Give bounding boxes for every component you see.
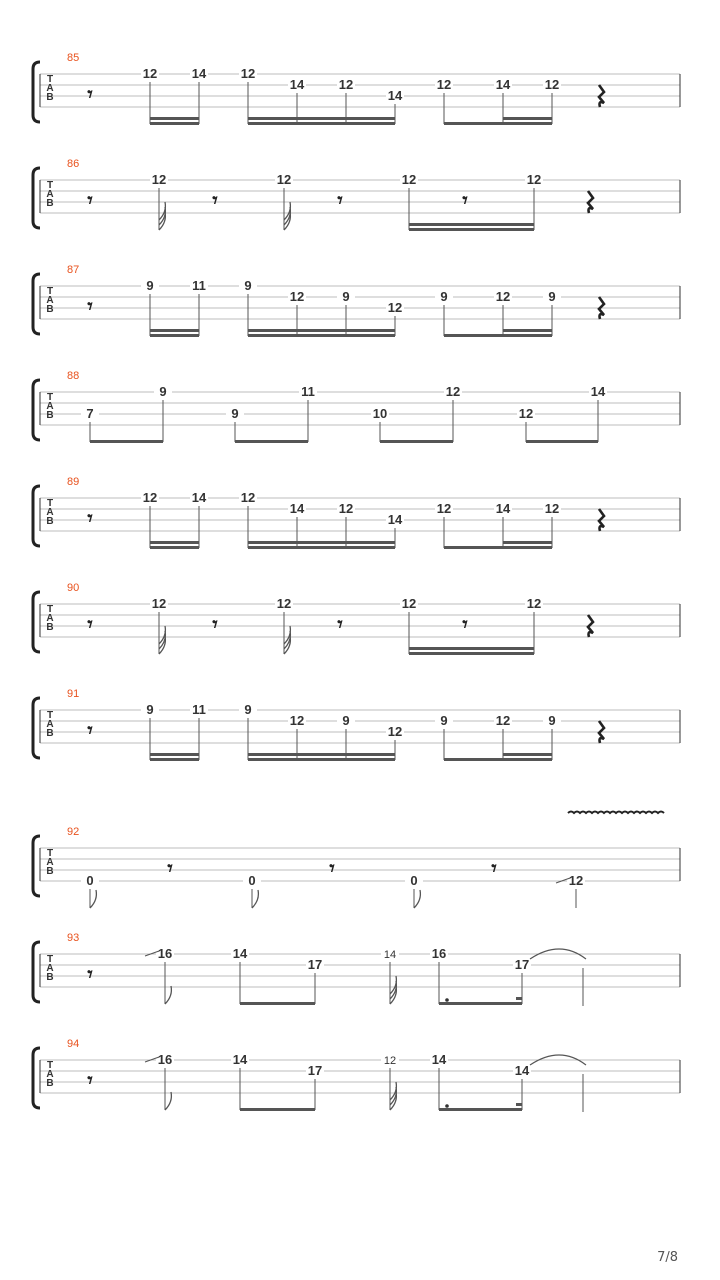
fret-number: 12 <box>387 724 403 739</box>
fret-number: 0 <box>86 873 94 888</box>
note-beam <box>444 334 552 337</box>
eighth-rest-icon: 𝄾 <box>87 1070 93 1092</box>
fret-number: 7 <box>86 406 94 421</box>
note-beam <box>248 329 395 332</box>
measure-number: 90 <box>67 582 80 594</box>
tab-clef-letter: T <box>46 604 54 615</box>
fret-number: 12 <box>526 172 542 187</box>
measure-number: 86 <box>67 158 80 170</box>
fret-number: 9 <box>440 289 448 304</box>
fret-number: 9 <box>440 713 448 728</box>
note-beam <box>503 329 552 332</box>
fret-number: 12 <box>240 66 256 81</box>
tab-clef-letter: T <box>46 710 54 721</box>
tab-clef-letter: A <box>46 1069 54 1080</box>
note-flag-icon <box>90 890 96 908</box>
note-beam-stub <box>516 1103 522 1106</box>
system-bracket-icon <box>33 836 40 896</box>
tab-clef-letter: A <box>46 857 54 868</box>
tab-clef-letter: A <box>46 507 54 518</box>
eighth-rest-icon: 𝄾 <box>337 190 343 212</box>
fret-number: 14 <box>590 384 606 399</box>
note-beam <box>235 440 308 443</box>
tab-clef-letter: T <box>46 392 54 403</box>
tab-clef-letter: B <box>46 728 54 739</box>
dot-icon <box>445 998 449 1002</box>
system-bracket-icon <box>33 486 40 546</box>
system-bracket-icon <box>33 380 40 440</box>
tab-system-94 <box>33 1038 680 1112</box>
fret-number: 9 <box>146 278 154 293</box>
note-beam <box>439 1108 522 1111</box>
note-beam <box>150 541 199 544</box>
note-beam <box>409 223 534 226</box>
eighth-rest-icon: 𝄾 <box>337 614 343 636</box>
note-beam <box>409 647 534 650</box>
tab-system-92 <box>33 812 680 909</box>
fret-number: 16 <box>431 946 447 961</box>
tab-system-89 <box>33 476 680 549</box>
tab-clef-letter: T <box>46 74 54 85</box>
fret-number: 9 <box>231 406 239 421</box>
tab-system-87 <box>33 264 680 337</box>
fret-number: 9 <box>146 702 154 717</box>
eighth-rest-icon: 𝄾 <box>462 190 468 212</box>
tab-clef-letter: B <box>46 410 54 421</box>
tab-system-90 <box>33 582 680 655</box>
note-beam <box>150 122 199 125</box>
eighth-rest-icon: 𝄾 <box>462 614 468 636</box>
eighth-rest-icon: 𝄾 <box>87 508 93 530</box>
fret-number: 12 <box>436 77 452 92</box>
fret-number: 9 <box>548 713 556 728</box>
measure-number: 85 <box>67 52 80 64</box>
tab-clef-letter: B <box>46 304 54 315</box>
note-beam <box>444 758 552 761</box>
dot-icon <box>445 1104 449 1108</box>
fret-number: 14 <box>495 77 511 92</box>
measure-number: 87 <box>67 264 80 276</box>
fret-number: 12 <box>401 596 417 611</box>
fret-number: 9 <box>244 702 252 717</box>
system-bracket-icon <box>33 942 40 1002</box>
measure-number: 93 <box>67 932 80 944</box>
fret-number: 17 <box>307 1063 323 1078</box>
eighth-rest-icon: 𝄾 <box>87 614 93 636</box>
fret-number: 12 <box>401 172 417 187</box>
fret-number: 12 <box>544 77 560 92</box>
tab-clef-letter: A <box>46 401 54 412</box>
tab-system-85 <box>33 52 680 125</box>
fret-number: 12 <box>518 406 534 421</box>
fret-number: 16 <box>157 1052 173 1067</box>
fret-number: 14 <box>232 946 248 961</box>
measure-number: 92 <box>67 826 80 838</box>
fret-number: 9 <box>244 278 252 293</box>
fret-number: 12 <box>544 501 560 516</box>
note-flag-icon <box>165 1092 171 1110</box>
tab-clef-letter: B <box>46 622 54 633</box>
fret-number: 11 <box>192 702 206 717</box>
measure-number: 89 <box>67 476 80 488</box>
note-beam <box>526 440 598 443</box>
tab-clef-letter: B <box>46 92 54 103</box>
note-beam <box>150 753 199 756</box>
system-bracket-icon <box>33 592 40 652</box>
fret-number: 9 <box>342 289 350 304</box>
fret-number: 12 <box>276 596 292 611</box>
note-beam <box>150 117 199 120</box>
note-beam <box>444 546 552 549</box>
fret-number: 14 <box>191 66 207 81</box>
tab-clef-letter: T <box>46 498 54 509</box>
fret-number: 12 <box>289 713 305 728</box>
fret-number: 12 <box>568 873 584 888</box>
tab-clef-letter: B <box>46 516 54 527</box>
fret-number: 11 <box>192 278 206 293</box>
note-beam <box>240 1108 315 1111</box>
vibrato-icon <box>568 812 664 814</box>
tab-clef-letter: A <box>46 613 54 624</box>
fret-number: 14 <box>387 512 403 527</box>
eighth-rest-icon: 𝄾 <box>212 190 218 212</box>
tab-clef-letter: B <box>46 198 54 209</box>
fret-number: 12 <box>495 289 511 304</box>
note-beam <box>409 228 534 231</box>
fret-number: 14 <box>383 949 397 961</box>
tab-clef-letter: B <box>46 972 54 983</box>
tab-clef-letter: A <box>46 189 54 200</box>
note-beam <box>248 117 395 120</box>
measure-number: 88 <box>67 370 80 382</box>
fret-number: 12 <box>276 172 292 187</box>
note-beam <box>503 541 552 544</box>
note-beam-stub <box>516 997 522 1000</box>
eighth-rest-icon: 𝄾 <box>167 858 173 880</box>
note-beam <box>90 440 163 443</box>
fret-number: 14 <box>495 501 511 516</box>
fret-number: 11 <box>301 384 315 399</box>
system-bracket-icon <box>33 62 40 122</box>
fret-number: 12 <box>289 289 305 304</box>
note-beam <box>503 753 552 756</box>
fret-number: 17 <box>307 957 323 972</box>
fret-number: 14 <box>191 490 207 505</box>
tab-clef-letter: T <box>46 1060 54 1071</box>
fret-number: 12 <box>383 1055 397 1067</box>
fret-number: 14 <box>514 1063 530 1078</box>
fret-number: 12 <box>445 384 461 399</box>
eighth-rest-icon: 𝄾 <box>491 858 497 880</box>
measure-number: 94 <box>67 1038 80 1050</box>
fret-number: 9 <box>159 384 167 399</box>
fret-number: 9 <box>548 289 556 304</box>
note-beam <box>409 652 534 655</box>
fret-number: 12 <box>338 77 354 92</box>
fret-number: 14 <box>431 1052 447 1067</box>
fret-number: 12 <box>387 300 403 315</box>
fret-number: 12 <box>240 490 256 505</box>
page-indicator: 7/8 <box>657 1250 678 1265</box>
note-beam <box>150 546 199 549</box>
fret-number: 14 <box>387 88 403 103</box>
eighth-rest-icon: 𝄾 <box>87 720 93 742</box>
tab-clef-letter: T <box>46 180 54 191</box>
tab-clef-letter: B <box>46 1078 54 1089</box>
fret-number: 14 <box>289 501 305 516</box>
note-beam <box>248 758 395 761</box>
tab-system-86 <box>33 158 680 231</box>
tab-clef-letter: A <box>46 295 54 306</box>
tab-clef-letter: T <box>46 848 54 859</box>
fret-number: 14 <box>232 1052 248 1067</box>
fret-number: 12 <box>338 501 354 516</box>
fret-number: 0 <box>248 873 256 888</box>
tab-clef-letter: T <box>46 286 54 297</box>
measure-number: 91 <box>67 688 80 700</box>
fret-number: 16 <box>157 946 173 961</box>
fret-number: 12 <box>436 501 452 516</box>
note-flag-icon <box>414 890 420 908</box>
note-beam <box>150 334 199 337</box>
eighth-rest-icon: 𝄾 <box>87 190 93 212</box>
eighth-rest-icon: 𝄾 <box>329 858 335 880</box>
note-beam <box>248 541 395 544</box>
note-beam <box>503 117 552 120</box>
system-bracket-icon <box>33 1048 40 1108</box>
fret-number: 12 <box>495 713 511 728</box>
tab-clef-letter: A <box>46 83 54 94</box>
note-beam <box>380 440 453 443</box>
eighth-rest-icon: 𝄾 <box>212 614 218 636</box>
fret-number: 10 <box>372 406 388 421</box>
tab-clef-letter: T <box>46 954 54 965</box>
tab-clef-letter: A <box>46 719 54 730</box>
system-bracket-icon <box>33 168 40 228</box>
note-beam <box>439 1002 522 1005</box>
fret-number: 12 <box>526 596 542 611</box>
fret-number: 12 <box>142 66 158 81</box>
system-bracket-icon <box>33 698 40 758</box>
fret-number: 12 <box>142 490 158 505</box>
note-beam <box>248 122 395 125</box>
note-beam <box>444 122 552 125</box>
eighth-rest-icon: 𝄾 <box>87 296 93 318</box>
note-beam <box>150 758 199 761</box>
fret-number: 14 <box>289 77 305 92</box>
fret-number: 12 <box>151 172 167 187</box>
tab-system-88 <box>33 370 680 443</box>
eighth-rest-icon: 𝄾 <box>87 84 93 106</box>
note-beam <box>248 334 395 337</box>
note-beam <box>248 546 395 549</box>
fret-number: 9 <box>342 713 350 728</box>
fret-number: 0 <box>410 873 418 888</box>
tab-system-93 <box>33 932 680 1006</box>
fret-number: 12 <box>151 596 167 611</box>
note-beam <box>248 753 395 756</box>
tab-system-91 <box>33 688 680 761</box>
note-flag-icon <box>252 890 258 908</box>
note-flag-icon <box>165 986 171 1004</box>
eighth-rest-icon: 𝄾 <box>87 964 93 986</box>
note-beam <box>240 1002 315 1005</box>
note-beam <box>150 329 199 332</box>
tab-clef-letter: B <box>46 866 54 877</box>
fret-number: 17 <box>514 957 530 972</box>
tab-clef-letter: A <box>46 963 54 974</box>
system-bracket-icon <box>33 274 40 334</box>
